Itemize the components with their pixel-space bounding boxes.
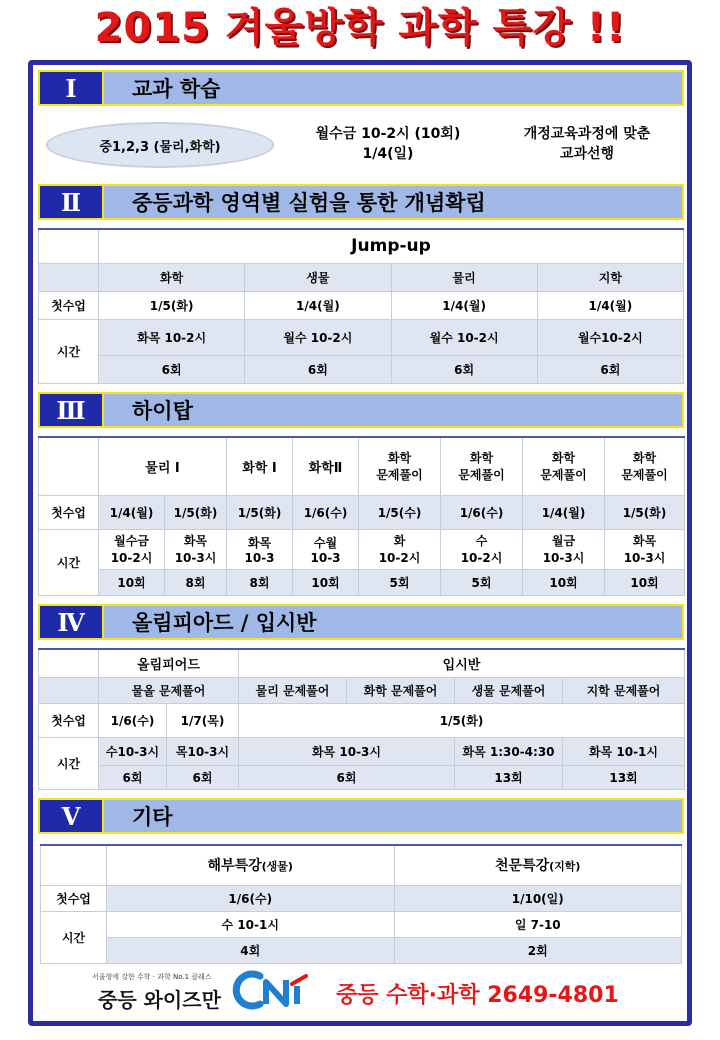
note-line-2: 교과선행 (559, 146, 615, 162)
first-class-cell: 1/6(수) (441, 495, 523, 529)
first-class-cell: 1/5(화) (605, 495, 685, 529)
time-cell (605, 529, 685, 569)
subject-header: 생물 (245, 263, 391, 291)
solve-line-2: 문제풀이 (376, 468, 423, 483)
anatomy-header (107, 845, 395, 885)
corner-cell (39, 437, 99, 495)
count-cell: 13회 (563, 765, 685, 789)
first-class-cell: 1/10(일) (394, 885, 682, 911)
time-days: 수 (475, 534, 488, 548)
time-label: 시간 (41, 911, 107, 963)
first-class-cell: 1/6(수) (293, 495, 359, 529)
chem-solve-header (441, 437, 523, 495)
subject-header: 지학 (537, 263, 683, 291)
solve-line-2: 문제풀이 (540, 468, 587, 483)
time-cell (227, 529, 293, 569)
first-class-cell: 1/4(월) (99, 495, 165, 529)
section-5-header (38, 798, 684, 834)
time-hours: 10-3 (244, 550, 275, 565)
solve-line-1: 화학 (632, 451, 657, 466)
entrance-header: 입시반 (239, 649, 685, 677)
count-cell: 5회 (359, 569, 441, 595)
chem-solve-header (359, 437, 441, 495)
first-class-cell: 1/7(목) (167, 703, 239, 737)
section-4-table (38, 648, 685, 790)
schedule-line-2: 1/4(일) (362, 146, 414, 162)
chem-solve-header (523, 437, 605, 495)
first-class-cell: 1/4(월) (523, 495, 605, 529)
time-label: 시간 (39, 319, 99, 383)
count-cell: 10회 (605, 569, 685, 595)
count-cell: 6회 (239, 765, 455, 789)
count-cell: 6회 (99, 355, 245, 383)
anatomy-title: 해부특강 (207, 858, 262, 875)
count-cell: 4회 (107, 937, 395, 963)
count-cell: 6회 (99, 765, 167, 789)
count-cell: 6회 (537, 355, 683, 383)
time-cell: 월수 10-2시 (391, 319, 537, 355)
time-hours: 10-2시 (378, 551, 421, 565)
section-1-schedule (288, 124, 488, 164)
corner-cell (41, 845, 107, 885)
time-cell (165, 529, 227, 569)
first-class-label: 첫수업 (41, 885, 107, 911)
first-class-cell: 1/5(화) (227, 495, 293, 529)
academy-name: 중등 와이즈만 (98, 988, 221, 1012)
solve-line-2: 문제풀이 (621, 468, 668, 483)
first-class-cell: 1/4(월) (537, 291, 683, 319)
time-days: 화목 (183, 534, 208, 548)
count-cell: 10회 (99, 569, 165, 595)
blank-cell (39, 263, 99, 291)
time-hours: 10-2시 (110, 551, 153, 565)
chem-solve-header (605, 437, 685, 495)
anatomy-tag: (생물) (261, 860, 293, 874)
count-cell: 2회 (394, 937, 682, 963)
section-2-table (38, 228, 684, 384)
count-cell: 13회 (455, 765, 563, 789)
solve-line-2: 문제풀이 (458, 468, 505, 483)
time-hours: 10-3시 (174, 551, 217, 565)
section-1-header (38, 70, 684, 106)
contact-phone: 중등 수학·과학 2649-4801 (336, 983, 619, 1008)
section-4-header (38, 604, 684, 640)
corner-cell (39, 229, 99, 263)
section-3-title: 하이탑 (132, 399, 193, 423)
time-cell: 화목 10-1시 (563, 737, 685, 765)
entrance-sub-header: 물리 문제풀어 (239, 677, 347, 703)
first-class-cell: 1/6(수) (107, 885, 395, 911)
astronomy-tag: (지학) (549, 860, 581, 874)
section-4-title: 올림피아드 / 입시반 (132, 611, 317, 635)
count-cell: 8회 (165, 569, 227, 595)
time-days: 월금 (551, 534, 576, 548)
section-2-number: Ⅱ (40, 186, 104, 218)
time-hours: 10-3 (310, 550, 341, 565)
time-cell: 수10-3시 (99, 737, 167, 765)
olympiad-header: 올림피어드 (99, 649, 239, 677)
section-3-header (38, 392, 684, 428)
section-1-content (40, 118, 684, 174)
section-3-table (38, 436, 685, 596)
count-cell: 6회 (245, 355, 391, 383)
corner-cell (39, 649, 99, 677)
page-title: 2015 겨울방학 과학 특강 !! (94, 5, 626, 51)
chem2-header: 화학Ⅱ (293, 437, 359, 495)
blank-cell (39, 677, 99, 703)
note-line-1: 개정교육과정에 맞춘 (523, 126, 651, 142)
time-cell: 월수10-2시 (537, 319, 683, 355)
subject-header: 화학 (99, 263, 245, 291)
time-label: 시간 (39, 737, 99, 789)
first-class-label: 첫수업 (39, 703, 99, 737)
chem1-header: 화학 I (227, 437, 293, 495)
footer-tagline: 서울형에 강한 수학 · 과학 No.1 클래스 (92, 973, 212, 981)
first-class-cell: 1/5(화) (165, 495, 227, 529)
section-3-number: Ⅲ (40, 394, 104, 426)
footer (40, 968, 680, 1018)
section-1-note (492, 124, 682, 164)
time-cell (441, 529, 523, 569)
time-cell: 일 7-10 (394, 911, 682, 937)
time-cell: 수 10-1시 (107, 911, 395, 937)
time-days: 월수금 (114, 534, 149, 548)
time-cell: 목10-3시 (167, 737, 239, 765)
count-cell: 10회 (293, 569, 359, 595)
entrance-sub-header: 생물 문제풀어 (455, 677, 563, 703)
time-cell: 월수 10-2시 (245, 319, 391, 355)
count-cell: 10회 (523, 569, 605, 595)
schedule-line-1: 월수금 10-2시 (10회) (315, 126, 461, 142)
time-cell: 화목 10-3시 (239, 737, 455, 765)
time-hours: 10-3시 (623, 551, 666, 565)
time-days: 화 (393, 534, 406, 548)
astronomy-header (394, 845, 682, 885)
solve-line-1: 화학 (551, 451, 576, 466)
jumpup-header: Jump-up (99, 229, 684, 263)
time-label: 시간 (39, 529, 99, 595)
section-5-table (40, 844, 682, 964)
entrance-sub-header: 지학 문제풀어 (563, 677, 685, 703)
time-days: 화목 (247, 535, 272, 550)
section-5-number: Ⅴ (40, 800, 104, 832)
first-class-label: 첫수업 (39, 495, 99, 529)
first-class-cell: 1/5(수) (359, 495, 441, 529)
time-cell (99, 529, 165, 569)
first-class-cell: 1/4(월) (245, 291, 391, 319)
grade-oval: 중1,2,3 (물리,화학) (46, 122, 274, 168)
entrance-sub-header: 화학 문제풀어 (347, 677, 455, 703)
section-4-number: Ⅳ (40, 606, 104, 638)
time-cell: 화목 10-2시 (99, 319, 245, 355)
time-cell (293, 529, 359, 569)
count-cell: 6회 (167, 765, 239, 789)
section-2-header (38, 184, 684, 220)
count-cell: 6회 (391, 355, 537, 383)
time-cell (359, 529, 441, 569)
solve-line-1: 화학 (387, 451, 412, 466)
first-class-cell: 1/4(월) (391, 291, 537, 319)
time-cell (523, 529, 605, 569)
section-1-title: 교과 학습 (132, 77, 221, 101)
count-cell: 5회 (441, 569, 523, 595)
first-class-label: 첫수업 (39, 291, 99, 319)
section-2-title: 중등과학 영역별 실험을 통한 개념확립 (132, 191, 486, 215)
subject-header: 물리 (391, 263, 537, 291)
section-5-title: 기타 (132, 805, 173, 829)
time-hours: 10-3시 (542, 551, 585, 565)
first-class-cell: 1/5(화) (99, 291, 245, 319)
first-class-cell: 1/5(화) (239, 703, 685, 737)
time-days: 수월 (313, 535, 338, 550)
time-hours: 10-2시 (460, 551, 503, 565)
astronomy-title: 천문특강 (495, 858, 550, 875)
section-1-number: I (40, 72, 104, 104)
count-cell: 8회 (227, 569, 293, 595)
olympiad-sub-header: 물올 문제풀어 (99, 677, 239, 703)
time-cell: 화목 1:30-4:30 (455, 737, 563, 765)
physics-header: 물리 I (99, 437, 227, 495)
time-days: 화목 (632, 534, 657, 548)
solve-line-1: 화학 (469, 451, 494, 466)
first-class-cell: 1/6(수) (99, 703, 167, 737)
cni-logo-icon (230, 970, 312, 1010)
